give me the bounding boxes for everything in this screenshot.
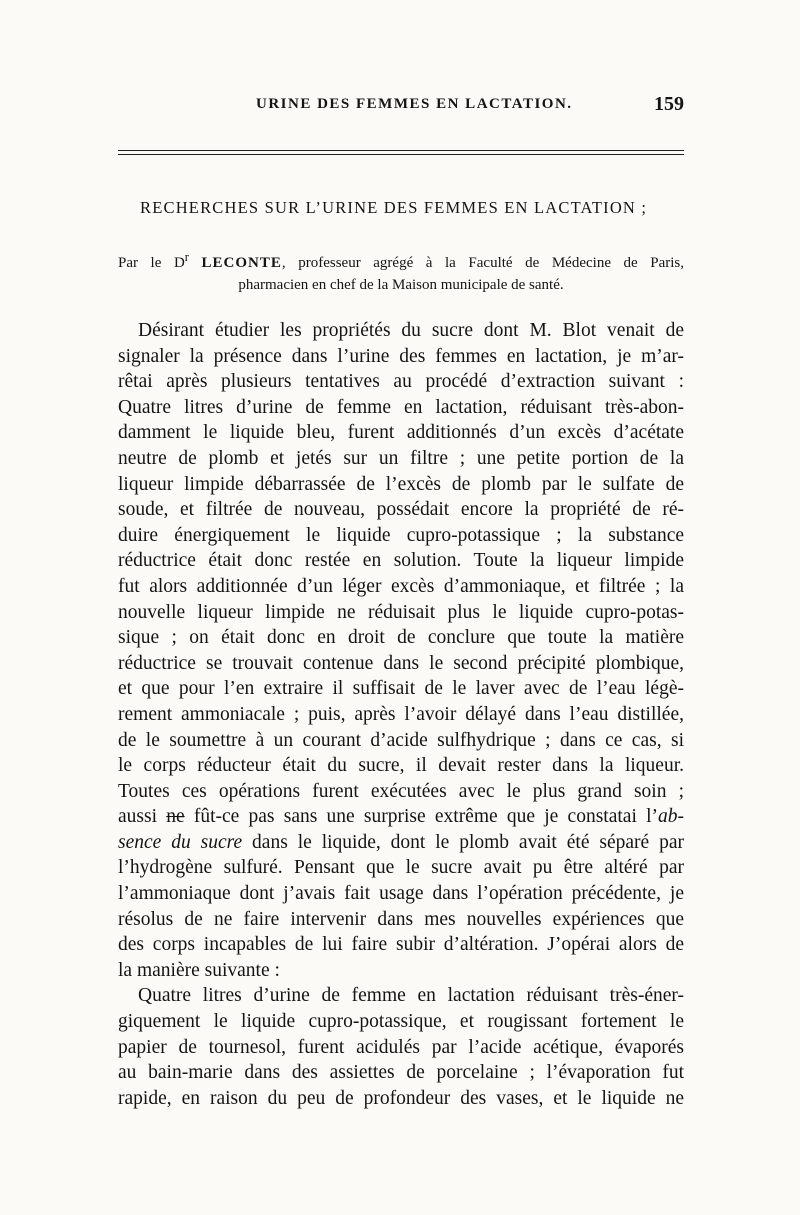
body-line: papier de tournesol, furent acidulés par l’acide acétique, évaporés [118, 1036, 684, 1058]
body-line: nouvelle liqueur limpide ne réduisait plus le liquide cupro-potas- [118, 601, 684, 623]
body-text [118, 318, 684, 1111]
body-line [118, 804, 684, 830]
italic-fragment: sence du sucre [118, 831, 243, 853]
body-line: sique ; on était donc en droit de conclure que toute la matière [118, 627, 684, 649]
body-line: Désirant étudier les propriétés du sucre dont M. Blot venait de [138, 320, 684, 341]
byline [118, 246, 684, 296]
italic-fragment: ab- [658, 806, 684, 828]
body-fragment: dans le liquide, dont le plomb avait été séparé par [242, 831, 684, 853]
header-rule-bottom [118, 154, 684, 155]
body-line: liqueur limpide débarrassée de l’excès de plomb par le sulfate de [118, 473, 684, 495]
byline-line-2: pharmacien en chef de la Maison municipale de santé. [238, 277, 564, 293]
body-line: rêtai après plusieurs tentatives au procédé d’extraction suivant : [118, 371, 684, 393]
body-line: et que pour l’en extraire il suffisait de le laver avec de l’eau légè- [118, 678, 684, 700]
body-line: rement ammoniacale ; puis, après l’avoir délayé dans l’eau distillée, [118, 703, 684, 725]
body-line [118, 830, 684, 856]
body-line: des corps incapables de lui faire subir d’altération. J’opérai alors de [118, 934, 684, 956]
body-line: l’ammoniaque dont j’avais fait usage dans l’opération précédente, je [118, 883, 684, 905]
body-line: la manière suivante : [118, 959, 280, 981]
body-line: rapide, en raison du peu de profondeur des vases, et le liquide ne [118, 1087, 684, 1109]
body-line: réductrice se trouvait contenue dans le second précipité plombique, [118, 652, 684, 674]
body-line: soude, et filtrée de nouveau, possédait encore la propriété de ré- [118, 499, 684, 521]
running-head [118, 93, 684, 122]
body-line: Quatre litres d’urine de femme en lactation réduisant très-éner- [138, 985, 684, 1007]
author-name: LECONTE [201, 255, 282, 271]
body-line: Quatre litres d’urine de femme en lactation, réduisant très-abon- [118, 396, 684, 418]
body-line: giquement le liquide cupro-potassique, et rougissant fortement le [118, 1011, 684, 1033]
body-line: réductrice était donc restée en solution. Toute la liqueur limpide [118, 550, 684, 572]
byline-sup: r [184, 250, 189, 264]
struck-word: ne [166, 806, 185, 828]
body-line: duire énergiquement le liquide cupro-potassique ; la substance [118, 524, 684, 546]
body-line: Toutes ces opérations furent exécutées avec le plus grand soin ; [118, 780, 684, 802]
header-rule-top [118, 150, 684, 151]
running-title: URINE DES FEMMES EN LACTATION. [256, 96, 573, 112]
body-line: le corps réducteur était du sucre, il devait rester dans la liqueur. [118, 755, 684, 777]
body-line: damment le liquide bleu, furent additionnés d’un excès d’acétate [118, 422, 684, 444]
byline-rest: , professeur agrégé à la Faculté de Médecine de Paris, [281, 255, 685, 271]
body-line: résolus de ne faire intervenir dans mes nouvelles expériences que [118, 908, 684, 930]
body-line: signaler la présence dans l’urine des femmes en lactation, je m’ar- [118, 345, 684, 367]
body-line: fut alors additionnée d’un léger excès d’ammoniaque, et filtrée ; la [118, 575, 684, 597]
body-fragment: aussi [118, 806, 167, 828]
body-line: de le soumettre à un courant d’acide sulfhydrique ; dans ce cas, si [118, 729, 684, 751]
page-number: 159 [654, 93, 684, 115]
byline-prefix: Par le D [118, 255, 185, 271]
body-line: au bain-marie dans des assiettes de porcelaine ; l’évaporation fut [118, 1062, 684, 1084]
byline-line-1 [118, 246, 684, 274]
body-line: l’hydrogène sulfuré. Pensant que le sucre avait pu être altéré par [118, 857, 684, 879]
body-line: neutre de plomb et jetés sur un filtre ; une petite portion de la [118, 447, 684, 469]
body-fragment: fût-ce pas sans une surprise extrême que je constatai l’ [184, 806, 658, 828]
article-title: RECHERCHES SUR L’URINE DES FEMMES EN LACTATION ; [140, 198, 648, 217]
